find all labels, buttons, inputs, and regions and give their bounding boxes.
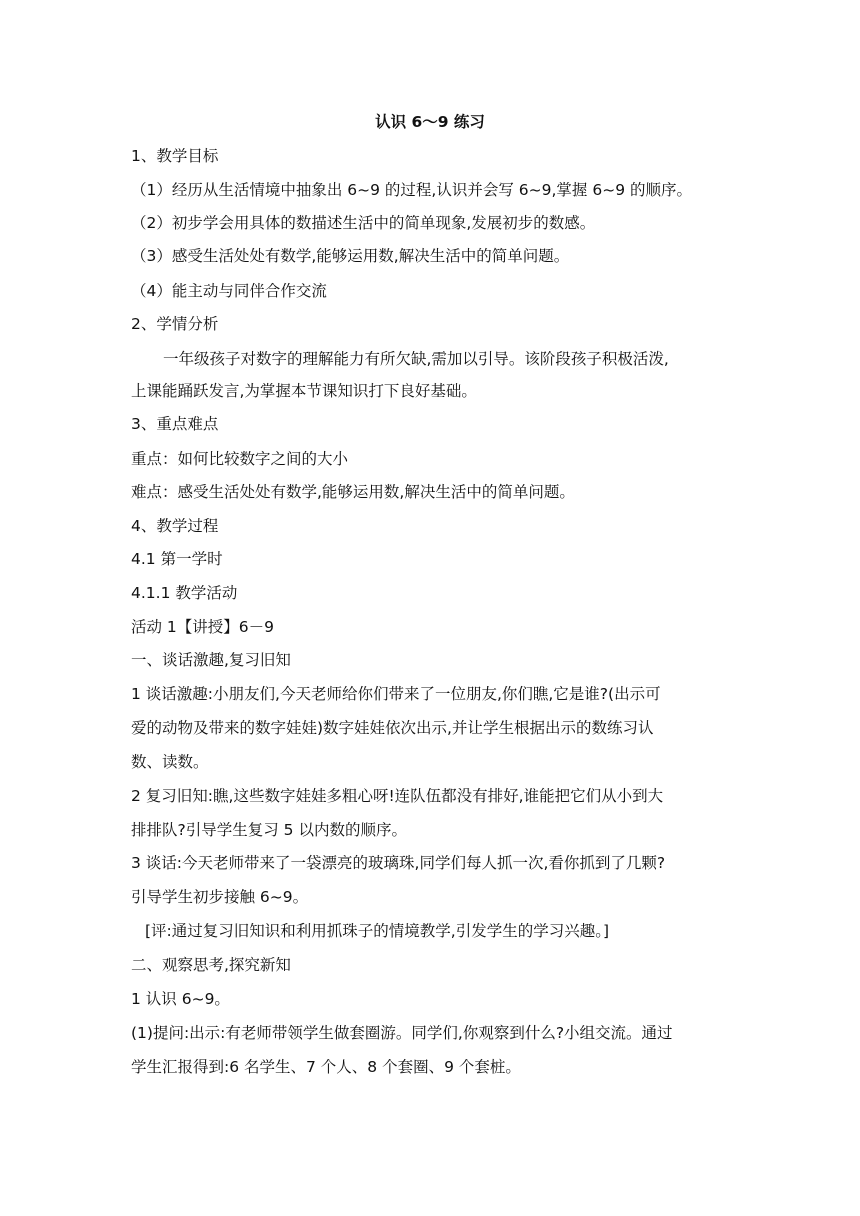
step-1-line-2: 爱的动物及带来的数字娃娃)数字娃娃依次出示,并让学生根据出示的数练习认 [131, 719, 654, 737]
goal-item-3: （3）感受生活处处有数学,能够运用数,解决生活中的简单问题。 [131, 247, 570, 265]
step-1-line-1: 1 谈话激趣:小朋友们,今天老师给你们带来了一位朋友,你们瞧,它是谁?(出示可 [131, 685, 661, 703]
question-line-2: 学生汇报得到:6 名学生、7 个人、8 个套圈、9 个套桩。 [131, 1058, 521, 1076]
subheading-teaching-activity: 4.1.1 教学活动 [131, 584, 238, 602]
step-2-line-1: 2 复习旧知:瞧,这些数字娃娃多粗心呀!连队伍都没有排好,谁能把它们从小到大 [131, 787, 664, 805]
subheading-first-lesson: 4.1 第一学时 [131, 550, 223, 568]
goal-item-2: （2）初步学会用具体的数描述生活中的简单现象,发展初步的数感。 [131, 214, 596, 232]
analysis-paragraph-line-1: 一年级孩子对数字的理解能力有所欠缺,需加以引导。该阶段孩子积极活泼, [163, 350, 669, 368]
heading-teaching-process: 4、教学过程 [131, 517, 219, 535]
step-2-line-2: 排排队?引导学生复习 5 以内数的顺序。 [131, 821, 407, 839]
comment-note: [评:通过复习旧知识和利用抓珠子的情境教学,引发学生的学习兴趣。] [145, 922, 609, 940]
section-2-heading: 二、观察思考,探究新知 [131, 956, 291, 974]
analysis-paragraph-line-2: 上课能踊跃发言,为掌握本节课知识打下良好基础。 [131, 382, 477, 400]
goal-item-4: （4）能主动与同伴合作交流 [131, 282, 327, 300]
section-1-heading: 一、谈话激趣,复习旧知 [131, 651, 291, 669]
goal-item-1: （1）经历从生活情境中抽象出 6~9 的过程,认识并会写 6~9,掌握 6~9 的顺序。 [131, 181, 692, 199]
heading-key-points: 3、重点难点 [131, 415, 219, 433]
step-3-line-2: 引导学生初步接触 6~9。 [131, 888, 309, 906]
step-3-line-1: 3 谈话:今天老师带来了一袋漂亮的玻璃珠,同学们每人抓一次,看你抓到了几颗? [131, 854, 666, 872]
heading-teaching-goals: 1、教学目标 [131, 147, 219, 165]
document-title: 认识 6～9 练习 [375, 113, 485, 131]
activity-1-title: 活动 1【讲授】6－9 [131, 618, 275, 636]
difficult-point: 难点：感受生活处处有数学,能够运用数,解决生活中的简单问题。 [131, 483, 575, 501]
key-point: 重点：如何比较数字之间的大小 [131, 450, 349, 468]
step-1-line-3: 数、读数。 [131, 753, 209, 771]
heading-learner-analysis: 2、学情分析 [131, 315, 219, 333]
recognize-6-9-heading: 1 认识 6~9。 [131, 990, 230, 1008]
question-line-1: (1)提问:出示:有老师带领学生做套圈游。同学们,你观察到什么?小组交流。通过 [131, 1024, 673, 1042]
